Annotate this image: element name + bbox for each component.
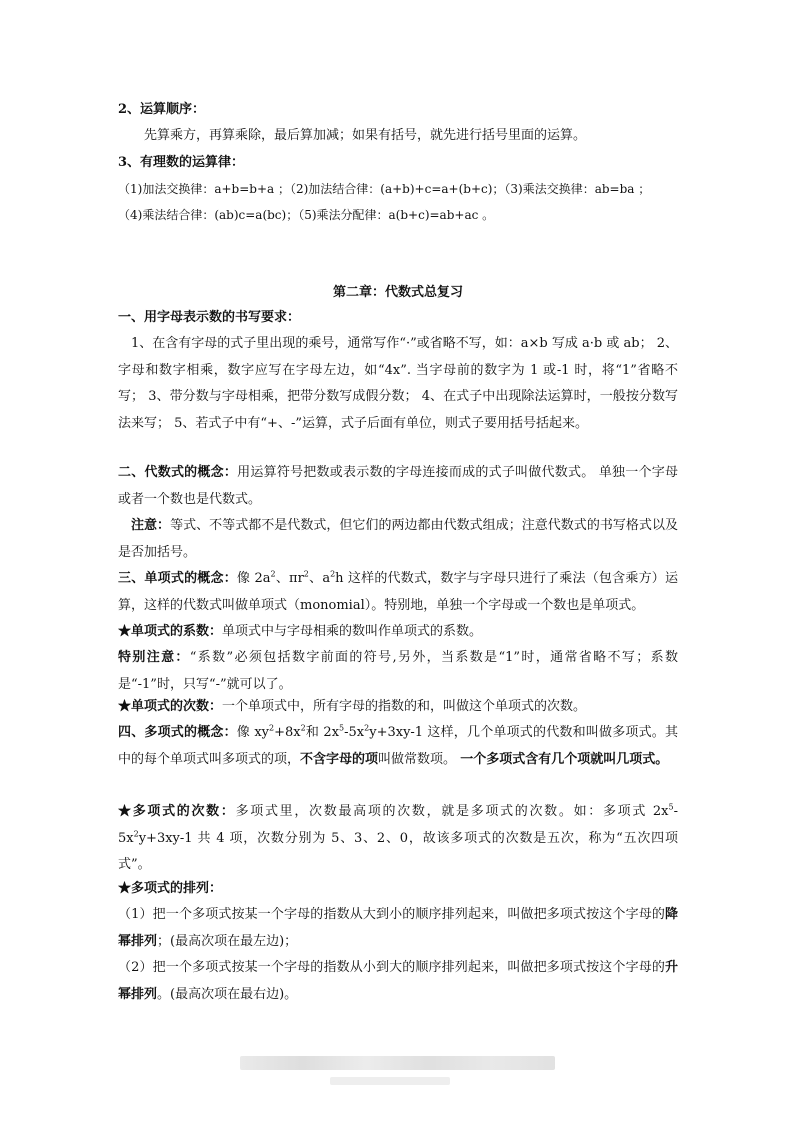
paragraph-monomial-coefficient bbox=[118, 619, 678, 646]
exponent: 2 bbox=[364, 723, 370, 733]
heading-monomial-degree: ★单项式的次数： bbox=[118, 699, 223, 714]
text-algebraic-expression: 用运算符号把数或表示数的字母连接而成的式子叫做代数式。 单独一个字母或者一个数也是代数式。 bbox=[118, 465, 678, 507]
exponent: 2 bbox=[303, 569, 309, 579]
heading-monomial: 三、单项式的概念： bbox=[118, 571, 237, 586]
exponent: 2 bbox=[269, 723, 275, 733]
blurred-footer-watermark-line-2 bbox=[330, 1077, 450, 1085]
constant-term-emphasis: 不含字母的项 bbox=[300, 751, 379, 767]
polynomial-text-1: 像 xy bbox=[236, 725, 270, 740]
exponent: 2 bbox=[330, 569, 336, 579]
polynomial-degree-text-1: 多项式里，次数最高项的次数，就是多项式的次数。如：多项式 2x bbox=[235, 804, 669, 819]
text-monomial-coefficient: 单项式中与字母相乘的数叫作单项式的系数。 bbox=[222, 624, 483, 639]
polynomial-term-count-emphasis: 一个多项式含有几个项就叫几项式。 bbox=[460, 751, 669, 767]
heading-algebraic-expression: 二、代数式的概念： bbox=[118, 465, 238, 480]
polynomial-degree-text-2: -5x bbox=[118, 804, 678, 846]
heading-letter-writing-rules: 一、用字母表示数的书写要求： bbox=[118, 310, 301, 325]
monomial-text-1: 像 2a bbox=[236, 571, 271, 586]
chapter-title: 第二章：代数式总复习 bbox=[332, 285, 463, 300]
descending-text-1: （1）把一个多项式按某一个字母的指数从大到小的顺序排列起来，叫做把多项式按这个字母的 bbox=[118, 907, 665, 922]
paragraph-polynomial-degree bbox=[118, 799, 678, 879]
polynomial-text-4: -5x bbox=[344, 725, 365, 740]
heading-polynomial: 四、多项式的概念： bbox=[118, 725, 237, 740]
polynomial-text-2: +8x bbox=[274, 725, 301, 740]
heading-polynomial-degree: ★多项式的次数： bbox=[118, 804, 236, 819]
text-monomial-degree: 一个单项式中，所有字母的指数的和，叫做这个单项式的次数。 bbox=[222, 699, 587, 714]
exponent: 2 bbox=[300, 723, 306, 733]
paragraph-polynomial bbox=[118, 720, 678, 773]
exponent: 5 bbox=[668, 802, 674, 812]
monomial-text-2: 、πr bbox=[275, 571, 304, 586]
heading-monomial-coefficient: ★单项式的系数： bbox=[118, 624, 223, 639]
heading-polynomial-arrangement: ★多项式的排列： bbox=[118, 881, 223, 896]
paragraph-algebraic-expression bbox=[118, 460, 678, 513]
polynomial-text-5: y+3xy-1 这样，几个单项式的代数和叫做多项式。其中的每个单项式叫多项式的项， bbox=[118, 725, 678, 767]
heading-special-note: 特别注意： bbox=[118, 650, 190, 665]
polynomial-text-3: 和 2x bbox=[305, 725, 340, 740]
section-heading-laws: 3、有理数的运算律： bbox=[118, 155, 245, 170]
monomial-text-4: h 这样的代数式，数字与字母只进行了乘法（包含乘方）运算，这样的代数式叫做单项式（monomial）。特别地，单独一个字母或一个数也是单项式。 bbox=[118, 571, 678, 613]
laws-line-1: （1)加法交换律：a+b=b+a ；（2)加法结合律：(a+b)+c=a+(b+c)；（3)乘法交换律：ab=ba ； bbox=[118, 182, 651, 196]
exponent: 2 bbox=[270, 569, 276, 579]
ascending-text-2: 。(最高次项在最右边)。 bbox=[157, 986, 298, 1002]
paragraph-monomial-degree bbox=[118, 694, 678, 721]
paragraph-note bbox=[118, 513, 678, 566]
paragraph-letter-writing-rules: 1、在含有字母的式子里出现的乘号，通常写作“·”或省略不写，如：a×b 写成 a·b 或 ab； 2、字母和数字相乘，数字应写在字母左边，如“4x”. 当字母前的数字为 1 或-1 时，将“1”省略不写； 3、带分数与字母相乘，把带分数写成假分数； 4、在式子中出现除法运算时，一般按分数写法来写； 5、若式子中有“+、-”运算，式子后面有单位，则式子要用括号括起来。 bbox=[118, 336, 678, 431]
ascending-text-1: （2）把一个多项式按某一个字母的指数从小到大的顺序排列起来，叫做把多项式按这个字母的 bbox=[118, 960, 665, 975]
descending-order-term: 降幂排列 bbox=[118, 907, 678, 949]
paragraph-operation-order: 先算乘方，再算乘除，最后算加减；如果有括号，就先进行括号里面的运算。 bbox=[144, 128, 587, 143]
exponent: 2 bbox=[133, 829, 139, 839]
blurred-footer-watermark bbox=[240, 1056, 555, 1070]
item-descending-order bbox=[118, 902, 678, 955]
text-special-note: “系数”必须包括数字前面的符号,另外，当系数是“1”时，通常省略不写；系数是“-1”时，只写“-”就可以了。 bbox=[118, 650, 678, 692]
polynomial-text-6: 叫做常数项。 bbox=[378, 751, 457, 767]
paragraph-special-note bbox=[118, 645, 678, 698]
laws-line-2: （4)乘法结合律：(ab)c=a(bc)；（5)乘法分配律：a(b+c)=ab+ac 。 bbox=[118, 208, 495, 222]
note-label: 注意： bbox=[131, 518, 171, 533]
section-heading-operation-order: 2、运算顺序： bbox=[118, 102, 206, 117]
ascending-order-term: 升幂排列 bbox=[118, 960, 678, 1002]
monomial-text-3: 、a bbox=[308, 571, 331, 586]
paragraph-monomial bbox=[118, 566, 678, 619]
polynomial-degree-text-3: y+3xy-1 共 4 项，次数分别为 5、3、2、0，故该多项式的次数是五次，称为“五次四项式”。 bbox=[118, 830, 678, 872]
descending-text-2: ；(最高次项在最左边)； bbox=[157, 933, 298, 949]
item-ascending-order bbox=[118, 955, 678, 1008]
exponent: 5 bbox=[339, 723, 345, 733]
note-text: 等式、不等式都不是代数式，但它们的两边都由代数式组成；注意代数式的书写格式以及是否加括号。 bbox=[118, 518, 678, 560]
